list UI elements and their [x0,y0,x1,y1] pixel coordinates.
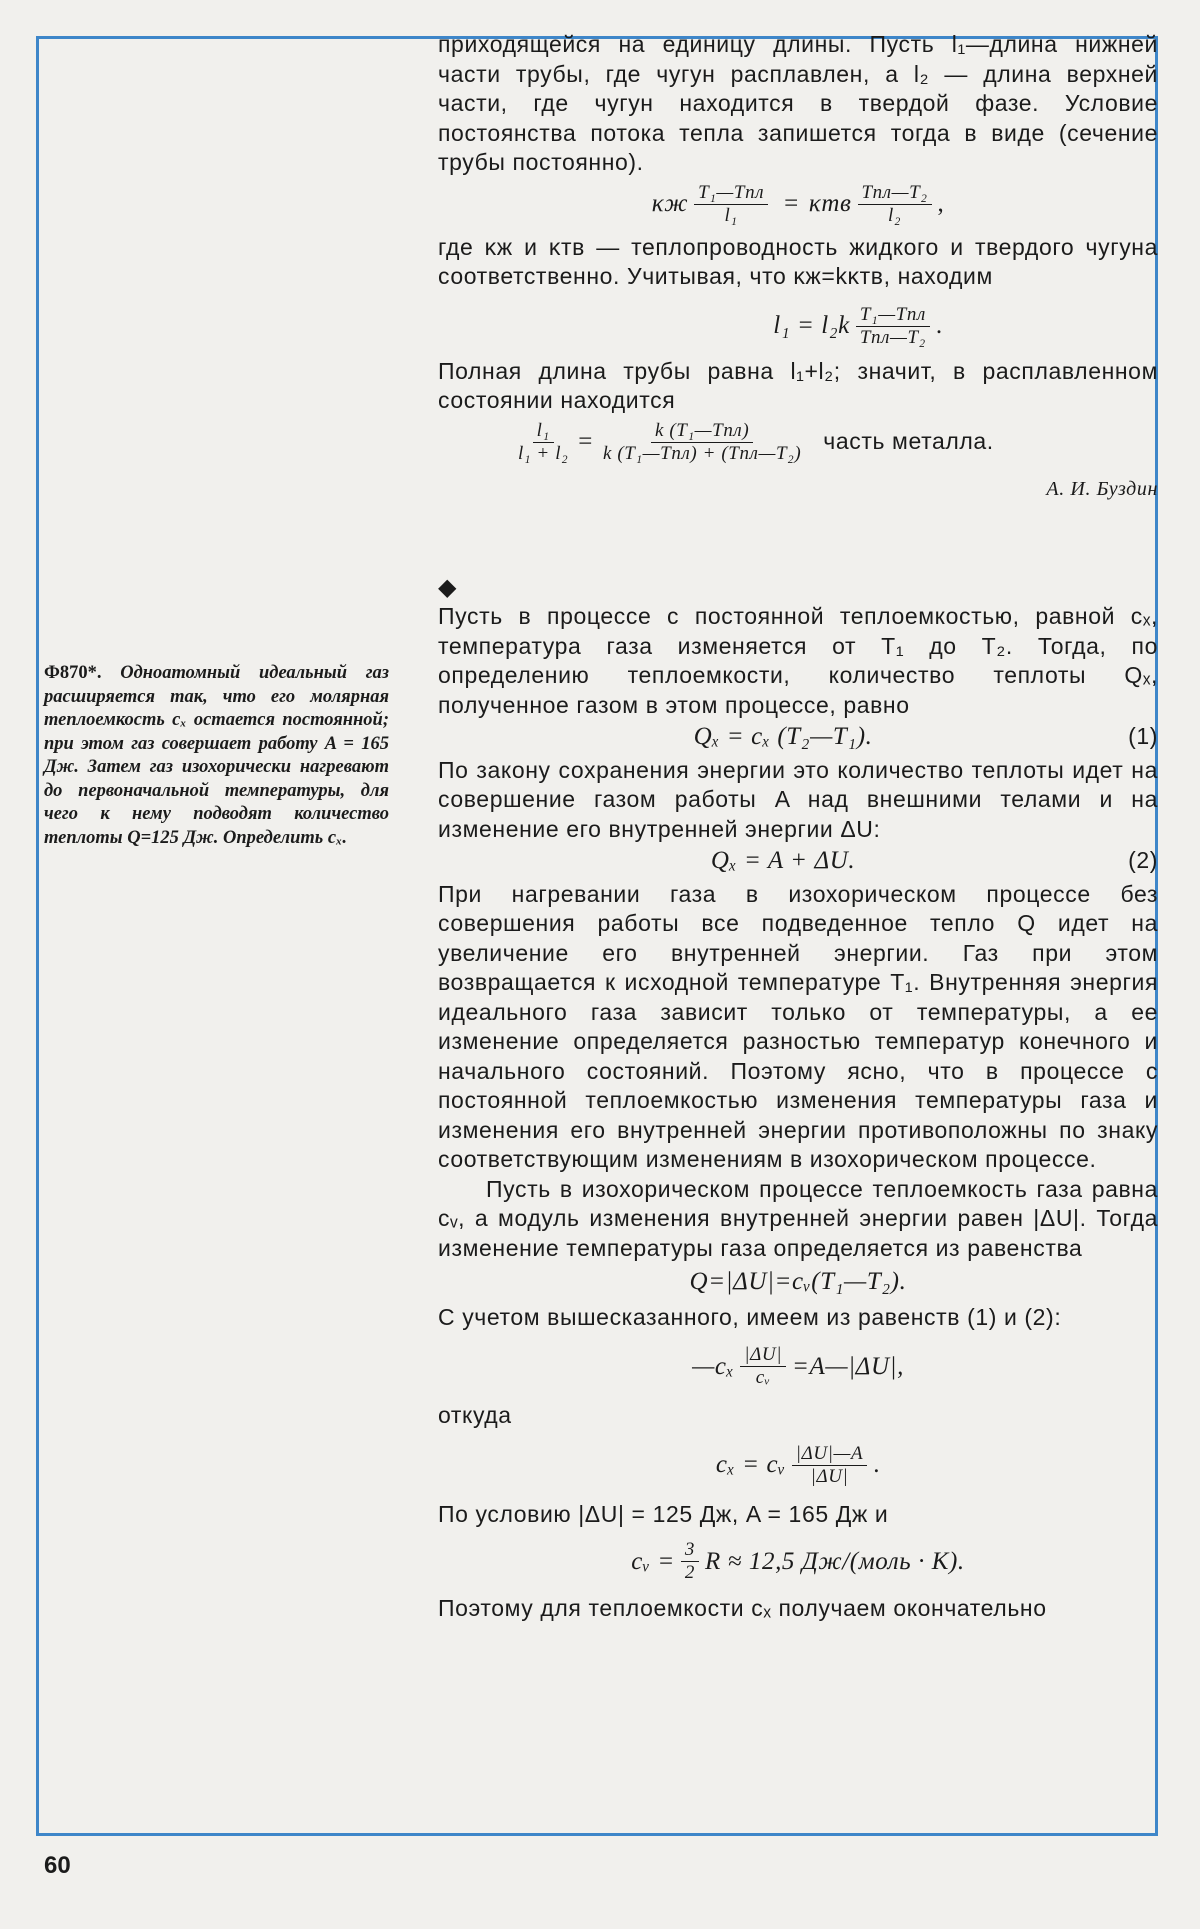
numerator: k (T₁—Tпл) [651,420,753,443]
paragraph: откуда [438,1402,512,1428]
denominator: |ΔU| [810,1465,849,1487]
fraction [694,182,768,227]
paragraph: По условию |ΔU| = 125 Дж, A = 165 Дж и [438,1500,889,1527]
formula-tail: . [935,312,943,340]
fraction [681,1539,699,1584]
formula-combined [438,1344,1158,1389]
numerator: |ΔU| [740,1344,786,1367]
equation-3 [438,1267,1158,1297]
paragraph: По закону сохранения энергии это количество теплоты идет на совершение газом работы A над внешними телами и на изменение его внутренней энергии ΔU: [438,756,1158,842]
denominator: 2 [684,1562,695,1583]
problem-text: Одноатомный идеальный газ расширяется так, что его молярная теплоемкость cₓ остается постоянной; при этом газ совершает работу A = 165 Дж. Затем газ изохорически нагревают до первоначальной температуры, для чего к нему подводят количество теплоты Q=125 Дж. Определить cₓ. [44,663,389,848]
formula-heat-flow [438,182,1158,227]
equation-number: (1) [1128,723,1158,749]
diamond-icon: ◆ [438,574,458,601]
formula-l1 [558,304,1158,349]
equation-1 [438,722,1158,752]
paragraph: где κж и κтв — теплопроводность жидкого и твердого чугуна соответственно. Учитывая, что κж=kκтв, находим [438,233,1158,289]
denominator: Tпл—T₂ [859,326,926,348]
formula-part: =A—|ΔU|, [792,1352,904,1380]
formula-part: R ≈ 12,5 Дж/(моль · К). [704,1547,965,1575]
formula-fraction-melted [508,420,1158,465]
fraction [856,304,930,349]
paragraph: Пусть в процессе с постоянной теплоемкостью, равной cₓ, температура газа изменяется от T₁ до T₂. Тогда, по определению теплоемкости, количество теплоты Qₓ, полученное газом в этом процессе, равно [438,603,1158,718]
denominator: k (T₁—Tпл) + (Tпл—T₂) [603,442,802,464]
paragraph: Поэтому для теплоемкости cₓ получаем окончательно [438,1595,1047,1621]
denominator: l₁ [724,204,738,226]
author: А. И. Буздин [1046,477,1158,500]
formula-part: l₁ = l₂k [773,312,850,340]
fraction [858,182,932,227]
formula-cv [438,1539,1158,1584]
formula-part: cᵥ = [631,1547,675,1575]
equation-number: (2) [1128,847,1158,873]
equation: Qₓ = cₓ (T₂—T₁). [693,723,873,750]
numerator: |ΔU|—A [792,1443,867,1466]
paragraph: При нагревании газа в изохорическом процессе без совершения работы все подведенное тепло Q идет на увеличение его внутренней энергии. Газ при этом возвращается к исходной температуре T₁. Внутренняя энергия идеального газа зависит только от температуры, а ее изменение определяется разностью температур конечного и начального состояний. Поэтому ясно, что в процессе с постоянной теплоемкостью изменения температуры газа и изменения его внутренней энергии противоположны по знаку соответствующим изменениям в изохорическом процессе. [438,880,1158,1172]
formula-part: κж [651,190,689,218]
equation: Q=|ΔU|=cᵥ(T₁—T₂). [689,1268,907,1295]
fraction [599,420,805,465]
equation-2 [438,846,1158,876]
formula-tail: . [873,1451,881,1479]
denominator: cᵥ [755,1367,771,1388]
equation: Qₓ = A + ΔU. [710,847,856,874]
numerator: T₁—Tпл [694,182,768,205]
formula-tail: часть металла. [823,428,994,455]
fraction [792,1443,867,1488]
numerator: l₁ [533,420,554,443]
numerator: 3 [681,1539,699,1562]
formula-part: cₓ = cᵥ [715,1451,786,1479]
paragraph: С учетом вышесказанного, имеем из равенств (1) и (2): [438,1303,1062,1330]
equals-sign: = [578,428,593,456]
paragraph: Полная длина трубы равна l₁+l₂; значит, в расплавленном состоянии находится [438,357,1158,413]
denominator: l₂ [887,204,902,226]
formula-cx [438,1443,1158,1488]
problem-statement [44,662,389,850]
formula-tail: , [937,190,945,218]
paragraph: приходящейся на единицу длины. Пусть l₁—длина нижней части трубы, где чугун расплавлен, а l₂ — длина верхней части, где чугун находится в твердой фазе. Условие постоянства потока тепла запишется тогда в виде (сечение трубы постоянно). [438,31,1158,175]
equals-sign: = [784,190,799,218]
fraction [514,420,572,465]
paragraph: Пусть в изохорическом процессе теплоемкость газа равна cᵥ, а модуль изменения внутренней энергии равен |ΔU|. Тогда изменение температуры газа определяется из равенства [438,1175,1158,1261]
fraction [740,1344,786,1389]
page-number: 60 [44,1852,71,1879]
formula-part: —cₓ [692,1352,735,1380]
formula-part: κтв [808,190,852,218]
denominator: l₁ + l₂ [518,442,569,464]
numerator: Tпл—T₂ [858,182,932,205]
main-column [438,30,1158,1624]
problem-id: Ф870*. [44,663,102,683]
numerator: T₁—Tпл [856,304,930,327]
